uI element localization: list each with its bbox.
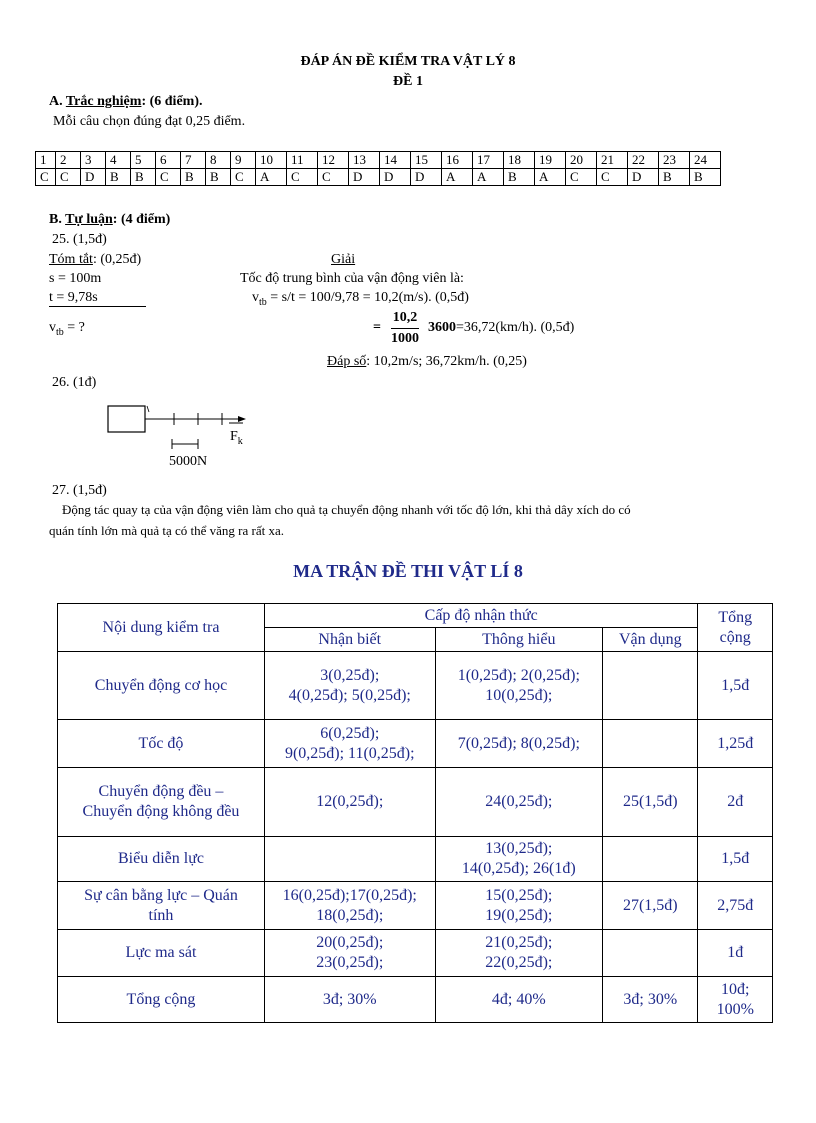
matrix-cell-understand bbox=[435, 768, 603, 837]
matrix-cell-topic bbox=[58, 882, 265, 930]
matrix-cell-understand bbox=[435, 652, 603, 720]
answer-number-cell: 9 bbox=[231, 152, 256, 169]
matrix-cell-line: 13(0,25đ); bbox=[485, 840, 553, 857]
matrix-cell-apply bbox=[603, 837, 698, 882]
matrix-cell-line: Chuyển động không đều bbox=[82, 803, 240, 820]
answer-number-cell: 22 bbox=[628, 152, 659, 169]
q25-answer-label: Đáp số bbox=[327, 354, 367, 369]
header-apply: Vận dụng bbox=[603, 628, 698, 652]
answer-value-cell: C bbox=[287, 169, 318, 186]
matrix-cell-understand bbox=[435, 837, 603, 882]
matrix-cell-line: 18(0,25đ); bbox=[316, 906, 384, 924]
matrix-cell-understand bbox=[435, 977, 603, 1023]
answer-number-cell: 4 bbox=[106, 152, 131, 169]
answer-value-cell: D bbox=[81, 169, 106, 186]
matrix-row bbox=[58, 720, 773, 768]
matrix-row bbox=[58, 882, 773, 930]
matrix-cell-recognize bbox=[264, 837, 435, 882]
matrix-row bbox=[58, 652, 773, 720]
answer-value-cell: B bbox=[106, 169, 131, 186]
q25-answer-text: : 10,2m/s; 36,72km/h. (0,25) bbox=[366, 354, 527, 369]
matrix-cell-line: 2,75đ bbox=[717, 896, 754, 914]
matrix-body bbox=[58, 652, 773, 1023]
matrix-row bbox=[58, 837, 773, 882]
matrix-cell-line: 7(0,25đ); 8(0,25đ); bbox=[457, 734, 580, 752]
answer-number-cell: 20 bbox=[566, 152, 597, 169]
matrix-cell-line: 9(0,25đ); 11(0,25đ); bbox=[284, 744, 415, 762]
matrix-table bbox=[57, 603, 773, 1023]
matrix-cell-line: 1(0,25đ); 2(0,25đ); bbox=[457, 666, 580, 684]
matrix-cell-apply bbox=[603, 882, 698, 930]
answer-number-cell: 6 bbox=[156, 152, 181, 169]
matrix-cell-apply bbox=[603, 652, 698, 720]
q25-fraction-denominator: 1000 bbox=[391, 331, 419, 346]
matrix-cell-total bbox=[698, 882, 773, 930]
answer-number-cell: 15 bbox=[411, 152, 442, 169]
answer-value-cell: B bbox=[690, 169, 721, 186]
matrix-cell-total bbox=[698, 977, 773, 1023]
answer-value-cell: C bbox=[597, 169, 628, 186]
page-subtitle: ĐỀ 1 bbox=[393, 74, 423, 89]
scale-label: 5000N bbox=[169, 454, 208, 469]
section-b-points: : (4 điểm) bbox=[112, 212, 171, 227]
object-box bbox=[108, 406, 145, 432]
matrix-cell-line: 2đ bbox=[727, 793, 744, 810]
section-b-title: Tự luận bbox=[65, 212, 113, 227]
answer-number-cell: 19 bbox=[535, 152, 566, 169]
header-recognize: Nhận biết bbox=[264, 628, 435, 652]
answer-number-cell: 16 bbox=[442, 152, 473, 169]
matrix-cell-line: 1,5đ bbox=[721, 676, 750, 694]
matrix-cell-line: 14(0,25đ); 26(1đ) bbox=[461, 860, 576, 877]
matrix-cell-apply bbox=[603, 768, 698, 837]
matrix-cell-apply bbox=[603, 720, 698, 768]
matrix-cell-line: 10(0,25đ); bbox=[485, 686, 553, 704]
header-level: Cấp độ nhận thức bbox=[264, 604, 697, 628]
matrix-row bbox=[58, 768, 773, 837]
section-a-note: Mỗi câu chọn đúng đạt 0,25 điểm. bbox=[53, 114, 246, 129]
q25-fraction bbox=[391, 310, 419, 347]
q25-line2-v: v bbox=[252, 290, 259, 305]
section-b-prefix: B. bbox=[49, 212, 66, 227]
answer-value-cell: A bbox=[535, 169, 566, 186]
matrix-cell-line: 22(0,25đ); bbox=[485, 954, 553, 971]
matrix-cell-line: 10đ; bbox=[721, 980, 750, 998]
matrix-row bbox=[58, 930, 773, 977]
q25-line2 bbox=[252, 290, 469, 308]
answer-value-cell: A bbox=[256, 169, 287, 186]
matrix-cell-topic bbox=[58, 837, 265, 882]
matrix-header-row bbox=[58, 604, 773, 628]
matrix-cell-recognize bbox=[264, 977, 435, 1023]
matrix-cell-line: 4(0,25đ); 5(0,25đ); bbox=[288, 686, 411, 704]
answer-value-cell: C bbox=[318, 169, 349, 186]
q27-text-line1: Động tác quay tạ của vận động viên làm cho quả tạ chuyển động nhanh với tốc độ lớn, khi thả dây xích do có bbox=[62, 502, 631, 517]
matrix-cell-total bbox=[698, 768, 773, 837]
matrix-cell-topic bbox=[58, 977, 265, 1023]
answer-value-cell: B bbox=[181, 169, 206, 186]
section-a-heading bbox=[49, 94, 202, 110]
answer-number-cell: 8 bbox=[206, 152, 231, 169]
answer-number-cell: 13 bbox=[349, 152, 380, 169]
answer-value-cell: C bbox=[231, 169, 256, 186]
matrix-cell-understand bbox=[435, 930, 603, 977]
q25-summary-points: : (0,25đ) bbox=[92, 252, 142, 267]
matrix-cell-line: 100% bbox=[716, 1000, 754, 1018]
q25-line2-sub: tb bbox=[259, 296, 267, 308]
matrix-cell-recognize bbox=[264, 768, 435, 837]
answer-value-cell: C bbox=[156, 169, 181, 186]
q25-solution-label: Giải bbox=[331, 252, 356, 267]
section-a-prefix: A. bbox=[49, 94, 66, 109]
answer-value-cell: C bbox=[36, 169, 56, 186]
matrix-cell-line: tính bbox=[148, 906, 174, 924]
matrix-cell-understand bbox=[435, 882, 603, 930]
origin-mark bbox=[147, 406, 149, 412]
answer-number-cell: 23 bbox=[659, 152, 690, 169]
answer-value-cell: D bbox=[380, 169, 411, 186]
matrix-cell-line: Sự cân bằng lực – Quán bbox=[84, 886, 238, 904]
page-title: ĐÁP ÁN ĐỀ KIỂM TRA VẬT LÝ 8 bbox=[300, 54, 516, 69]
section-a-title: Trắc nghiệm bbox=[65, 94, 142, 109]
q25-answer bbox=[327, 354, 527, 370]
matrix-cell-total bbox=[698, 652, 773, 720]
answer-number-cell: 5 bbox=[131, 152, 156, 169]
answer-value-cell: A bbox=[473, 169, 504, 186]
q25-result bbox=[428, 320, 574, 336]
matrix-title: MA TRẬN ĐỀ THI VẬT LÍ 8 bbox=[293, 561, 523, 581]
matrix-cell-line: Chuyển động cơ học bbox=[94, 676, 228, 694]
matrix-cell-line: Chuyển động đều – bbox=[98, 783, 224, 800]
answer-number-cell: 12 bbox=[318, 152, 349, 169]
answer-number-cell: 11 bbox=[287, 152, 318, 169]
matrix-cell-line: Tổng cộng bbox=[126, 990, 196, 1008]
header-total bbox=[698, 604, 773, 652]
force-arrow-head bbox=[238, 416, 246, 422]
q27-label: 27. (1,5đ) bbox=[52, 483, 107, 498]
answer-values-row bbox=[36, 169, 721, 186]
q25-unknown-sub: tb bbox=[56, 326, 64, 338]
force-label bbox=[230, 429, 243, 447]
answer-number-cell: 17 bbox=[473, 152, 504, 169]
answer-value-cell: B bbox=[504, 169, 535, 186]
answer-number-cell: 7 bbox=[181, 152, 206, 169]
matrix-cell-recognize bbox=[264, 720, 435, 768]
matrix-cell-line: 12(0,25đ); bbox=[316, 793, 384, 810]
q25-line2-rest: = s/t = 100/9,78 = 10,2(m/s). (0,5đ) bbox=[266, 290, 469, 305]
matrix-cell-line: 1đ bbox=[727, 944, 744, 961]
q26-label: 26. (1đ) bbox=[52, 375, 97, 390]
force-symbol: F bbox=[230, 429, 238, 444]
q25-line1: Tốc độ trung bình của vận động viên là: bbox=[240, 271, 464, 286]
matrix-cell-line: Lực ma sát bbox=[125, 944, 197, 961]
answer-table bbox=[35, 151, 721, 186]
matrix-cell-line: 20(0,25đ); bbox=[316, 934, 384, 951]
matrix-cell-apply bbox=[603, 930, 698, 977]
matrix-cell-line: 3(0,25đ); bbox=[320, 666, 380, 684]
answer-number-cell: 24 bbox=[690, 152, 721, 169]
matrix-row bbox=[58, 977, 773, 1023]
answer-value-cell: B bbox=[131, 169, 156, 186]
matrix-cell-line: 4đ; 40% bbox=[491, 990, 546, 1008]
answer-value-cell: C bbox=[566, 169, 597, 186]
matrix-cell-recognize bbox=[264, 930, 435, 977]
q25-equal-sign: = bbox=[373, 320, 381, 335]
answer-value-cell: D bbox=[349, 169, 380, 186]
q25-summary-label: Tóm tắt bbox=[49, 252, 93, 267]
matrix-cell-line: 21(0,25đ); bbox=[485, 934, 553, 951]
matrix-cell-line: 1,5đ bbox=[721, 850, 750, 867]
answer-number-cell: 1 bbox=[36, 152, 56, 169]
q25-fraction-numerator: 10,2 bbox=[391, 310, 419, 329]
answer-number-cell: 21 bbox=[597, 152, 628, 169]
q25-result-text: =36,72(km/h). (0,5đ) bbox=[456, 320, 575, 335]
q25-summary bbox=[49, 252, 141, 268]
matrix-cell-topic bbox=[58, 768, 265, 837]
answer-value-cell: B bbox=[659, 169, 690, 186]
q25-unknown-v: v bbox=[49, 320, 56, 335]
matrix-cell-total bbox=[698, 930, 773, 977]
header-understand: Thông hiểu bbox=[435, 628, 603, 652]
matrix-cell-topic bbox=[58, 930, 265, 977]
matrix-cell-line: 25(1,5đ) bbox=[622, 793, 678, 810]
matrix-cell-line: Tốc độ bbox=[138, 734, 184, 752]
q25-label: 25. (1,5đ) bbox=[52, 232, 107, 247]
answer-value-cell: C bbox=[56, 169, 81, 186]
matrix-cell-understand bbox=[435, 720, 603, 768]
matrix-cell-total bbox=[698, 837, 773, 882]
matrix-cell-line: 15(0,25đ); bbox=[485, 886, 553, 904]
matrix-cell-line: 1,25đ bbox=[717, 734, 754, 752]
force-subscript: k bbox=[237, 435, 243, 447]
q27-text-line2: quán tính lớn mà quả tạ có thể văng ra rất xa. bbox=[49, 523, 285, 538]
answer-number-cell: 3 bbox=[81, 152, 106, 169]
matrix-cell-line: Biểu diễn lực bbox=[117, 850, 204, 867]
matrix-cell-total bbox=[698, 720, 773, 768]
section-b-heading bbox=[49, 212, 170, 228]
header-total-line1: Tổng bbox=[718, 608, 753, 626]
answer-value-cell: B bbox=[206, 169, 231, 186]
answer-number-cell: 2 bbox=[56, 152, 81, 169]
matrix-cell-line: 27(1,5đ) bbox=[622, 896, 678, 914]
q25-given-s: s = 100m bbox=[49, 271, 102, 286]
matrix-cell-line: 16(0,25đ);17(0,25đ); bbox=[282, 886, 417, 904]
matrix-cell-recognize bbox=[264, 882, 435, 930]
header-total-line2: cộng bbox=[719, 628, 751, 646]
answer-value-cell: A bbox=[442, 169, 473, 186]
answer-number-cell: 14 bbox=[380, 152, 411, 169]
matrix-cell-line: 19(0,25đ); bbox=[485, 906, 553, 924]
matrix-cell-apply bbox=[603, 977, 698, 1023]
matrix-cell-line: 24(0,25đ); bbox=[485, 793, 553, 810]
matrix-cell-line: 3đ; 30% bbox=[322, 990, 377, 1008]
q25-given-t: t = 9,78s bbox=[49, 290, 146, 307]
matrix-cell-topic bbox=[58, 652, 265, 720]
answer-numbers-row bbox=[36, 152, 721, 169]
q25-multiplier: 3600 bbox=[428, 320, 456, 335]
answer-value-cell: D bbox=[628, 169, 659, 186]
q25-unknown-rest: = ? bbox=[63, 320, 85, 335]
answer-number-cell: 10 bbox=[256, 152, 287, 169]
matrix-cell-recognize bbox=[264, 652, 435, 720]
q25-unknown bbox=[49, 320, 85, 338]
matrix-cell-line: 23(0,25đ); bbox=[316, 954, 384, 971]
matrix-cell-line: 3đ; 30% bbox=[623, 990, 678, 1008]
answer-number-cell: 18 bbox=[504, 152, 535, 169]
matrix-cell-topic bbox=[58, 720, 265, 768]
header-content: Nội dung kiểm tra bbox=[58, 604, 265, 652]
matrix-cell-line: 6(0,25đ); bbox=[320, 724, 380, 742]
answer-value-cell: D bbox=[411, 169, 442, 186]
section-a-points: : (6 điểm). bbox=[141, 94, 203, 109]
